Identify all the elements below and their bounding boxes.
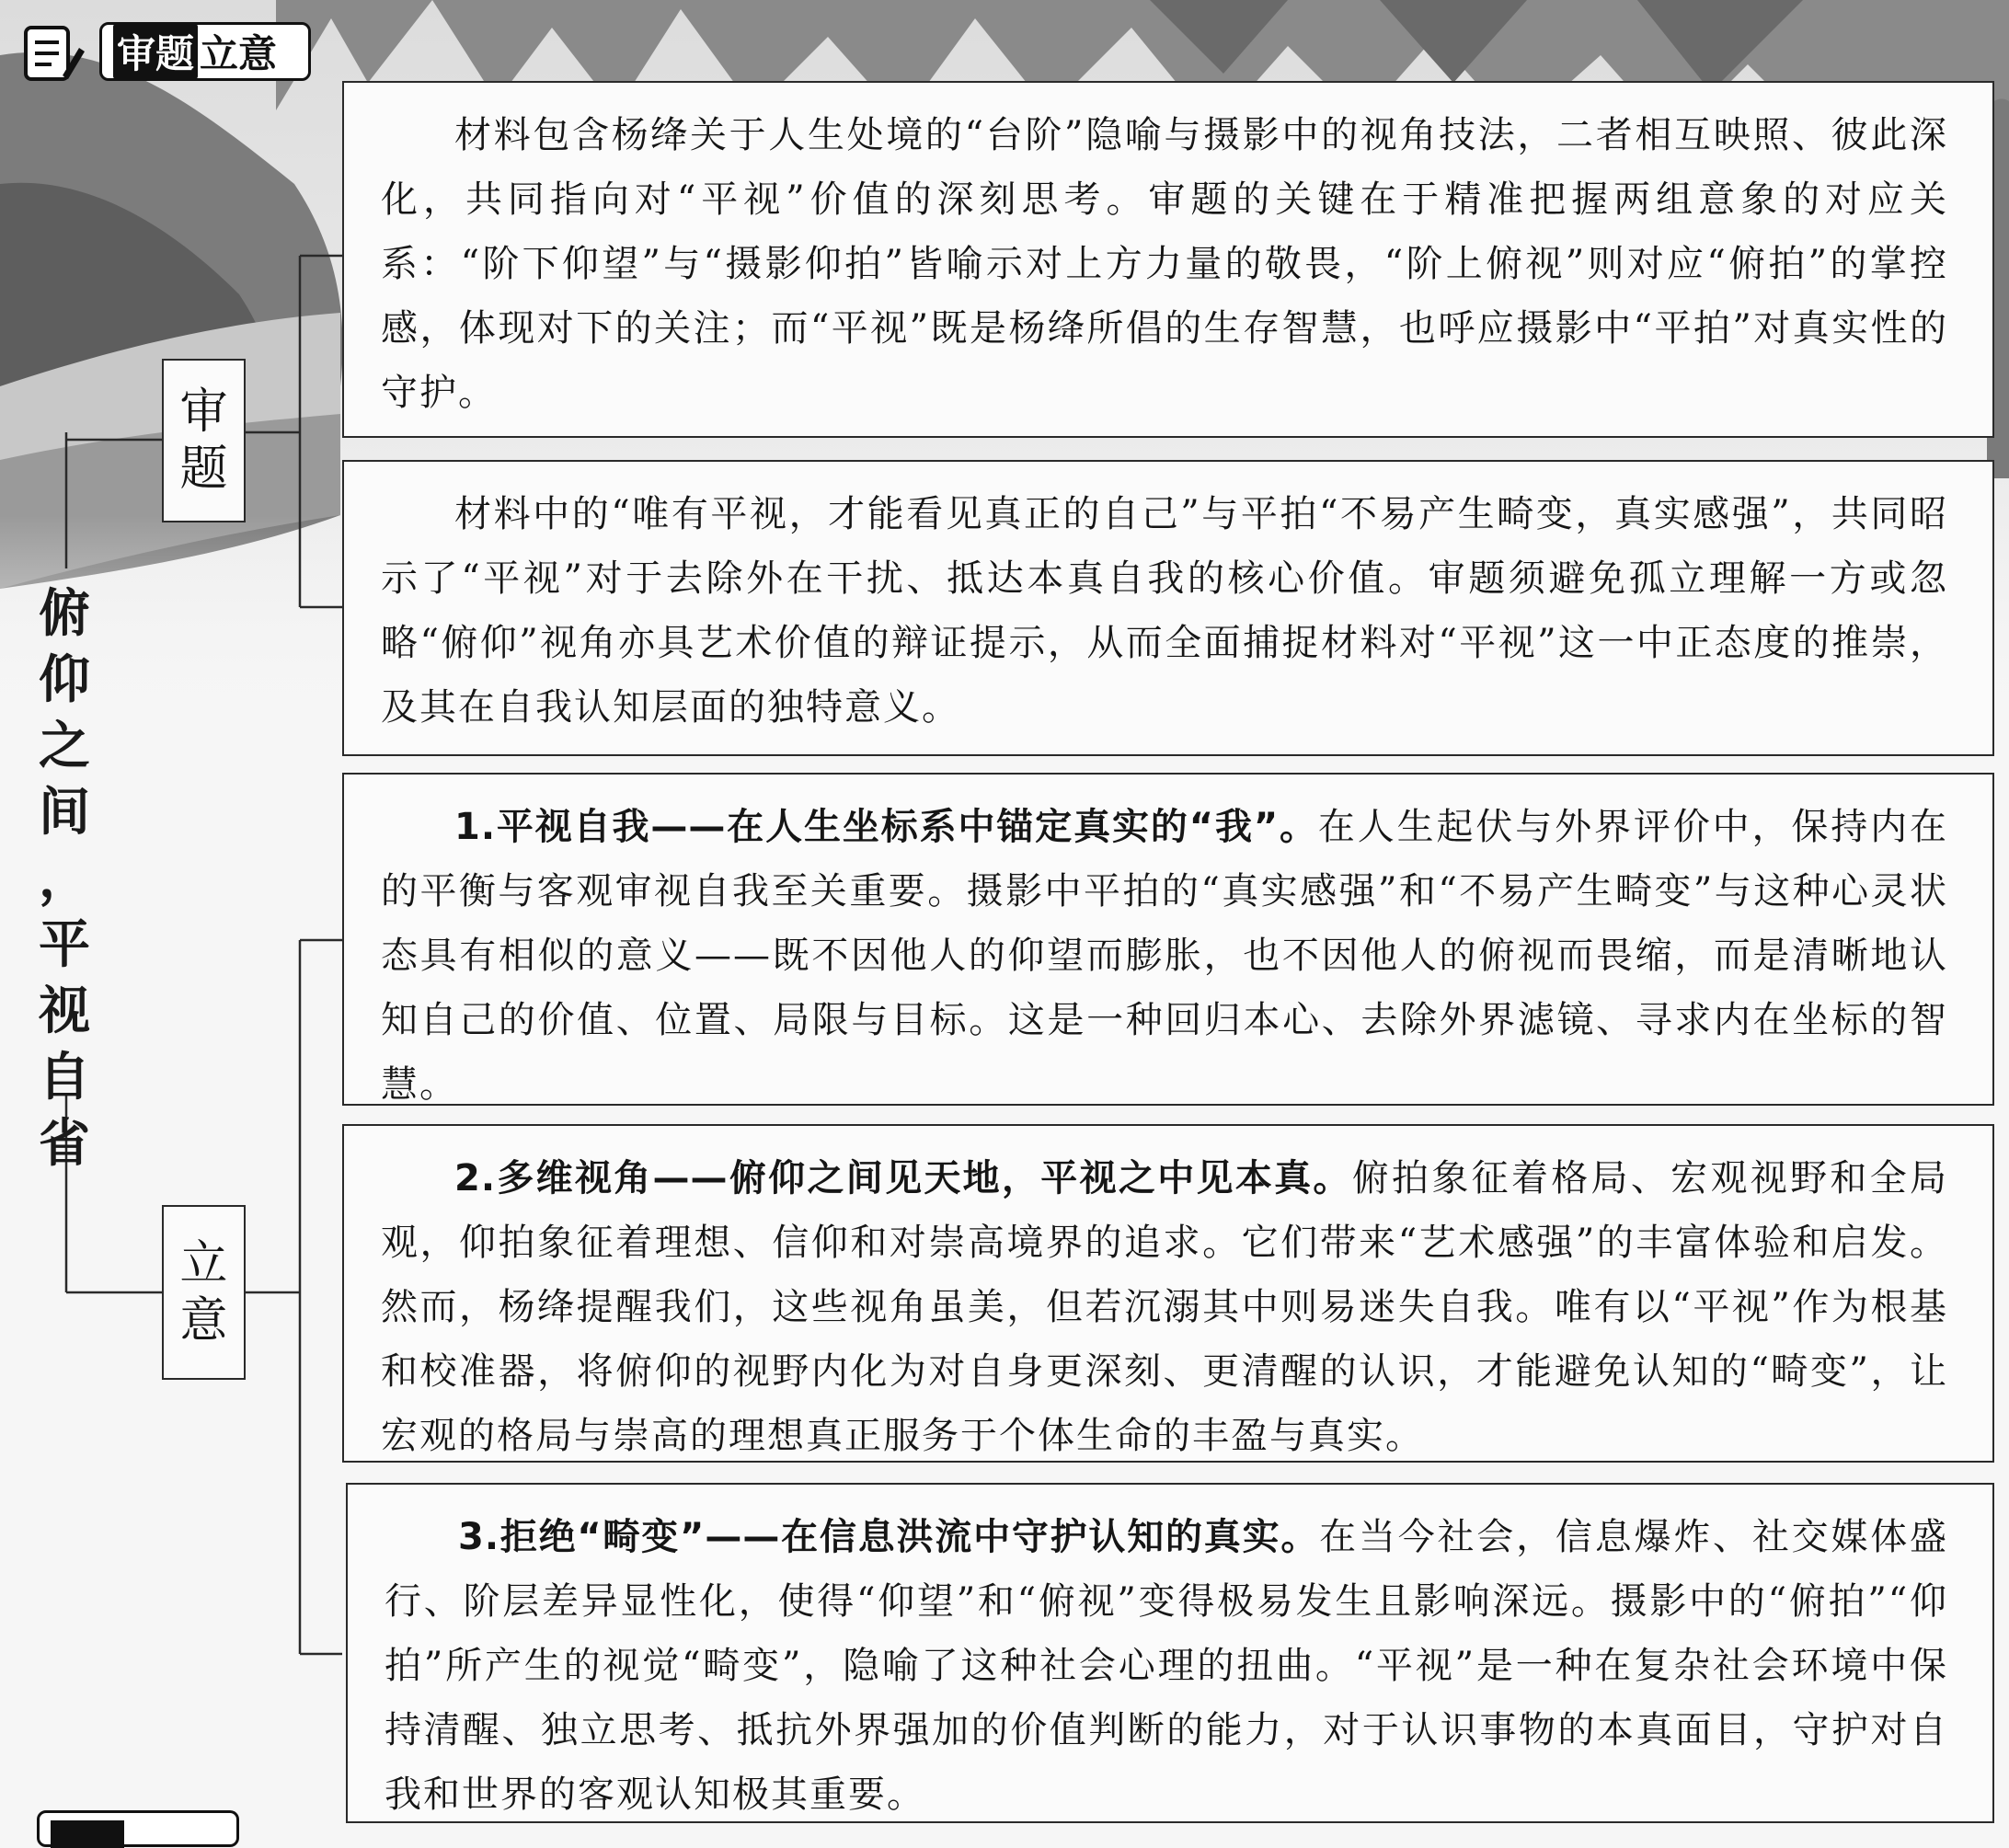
shenti-paragraph-1: 材料包含杨绛关于人生处境的“台阶”隐喻与摄影中的视角技法，二者相互映照、彼此深化，共同指向对“平视”价值的深刻思考。审题的关键在于精准把握两组意象的对应关系：“阶下仰望”与“摄影仰拍”皆喻示对上方力量的敬畏，“阶上俯视”则对应“俯拍”的掌控感，体现对下的关注；而“平视”既是杨绛所倡的生存智慧，也呼应摄影中“平拍”对真实性的守护。 bbox=[381, 114, 1948, 414]
title-char: ， bbox=[39, 849, 90, 909]
label-char: 意 bbox=[179, 1293, 228, 1349]
liyi-body-3: 在当今社会，信息爆炸、社交媒体盛行、阶层差异显性化，使得“仰望”和“俯视”变得极易发生且影响深远。摄影中的“俯拍”“仰拍”所产生的视觉“畸变”，隐喻了这种社会心理的扭曲。“平视”是一种在复杂社会环境中保持清醒、独立思考、抵抗外界强加的价值判断的能力，对于认识事物的本真面目，守护对自我和世界的客观认知极其重要。 bbox=[385, 1516, 1949, 1816]
section-tag-normal: 立意 bbox=[200, 31, 278, 76]
liyi-paragraph-3 bbox=[385, 1505, 1948, 1827]
liyi-box-2 bbox=[342, 1124, 1994, 1463]
title-char: 俯 bbox=[39, 584, 90, 644]
vertical-title bbox=[31, 581, 98, 1177]
title-char: 间 bbox=[39, 783, 90, 843]
next-section-tag bbox=[37, 1810, 239, 1847]
liyi-box-3 bbox=[346, 1483, 1994, 1823]
label-shenti bbox=[162, 359, 246, 522]
title-char: 仰 bbox=[39, 650, 90, 710]
section-tag bbox=[99, 22, 311, 81]
book-pencil-icon bbox=[22, 24, 86, 83]
label-char: 立 bbox=[179, 1236, 228, 1291]
liyi-body-2: 俯拍象征着格局、宏观视野和全局观，仰拍象征着理想、信仰和对崇高境界的追求。它们带来“艺术感强”的丰富体验和启发。然而，杨绛提醒我们，这些视角虽美，但若沉溺其中则易迷失自我。唯有以“平视”作为根基和校准器，将俯仰的视野内化为对自身更深刻、更清醒的认识，才能避免认知的“畸变”，让宏观的格局与崇高的理想真正服务于个体生命的丰盈与真实。 bbox=[381, 1157, 1948, 1457]
liyi-paragraph-1 bbox=[381, 795, 1948, 1117]
liyi-box-1 bbox=[342, 773, 1994, 1106]
shenti-paragraph-2: 材料中的“唯有平视，才能看见真正的自己”与平拍“不易产生畸变，真实感强”，共同昭示了“平视”对于去除外在干扰、抵达本真自我的核心价值。审题须避免孤立理解一方或忽略“俯仰”视角亦具艺术价值的辩证提示，从而全面捕捉材料对“平视”这一中正态度的推崇，及其在自我认知层面的独特意义。 bbox=[381, 493, 1948, 729]
liyi-body-1: 在人生起伏与外界评价中，保持内在的平衡与客观审视自我至关重要。摄影中平拍的“真实感强”和“不易产生畸变”与这种心灵状态具有相似的意义——既不因他人的仰望而膨胀，也不因他人的俯视而畏缩，而是清晰地认知自己的价值、位置、局限与目标。这是一种回归本心、去除外界滤镜、寻求内在坐标的智慧。 bbox=[381, 806, 1949, 1106]
liyi-paragraph-2 bbox=[381, 1146, 1948, 1468]
title-char: 之 bbox=[39, 717, 90, 776]
label-liyi bbox=[162, 1205, 246, 1380]
title-char: 自 bbox=[39, 1048, 90, 1108]
title-char: 平 bbox=[39, 915, 90, 975]
label-char: 审 bbox=[179, 385, 228, 440]
liyi-lead-2: 2.多维视角——俯仰之间见天地，平视之中见本真。 bbox=[454, 1157, 1352, 1199]
label-char: 题 bbox=[179, 442, 228, 497]
shenti-box-2 bbox=[342, 460, 1994, 756]
liyi-lead-3: 3.拒绝“畸变”——在信息洪流中守护认知的真实。 bbox=[458, 1516, 1320, 1558]
shenti-box-1 bbox=[342, 81, 1994, 438]
title-char: 视 bbox=[39, 981, 90, 1041]
liyi-lead-1: 1.平视自我——在人生坐标系中锚定真实的“我”。 bbox=[454, 806, 1318, 848]
title-char: 省 bbox=[39, 1114, 90, 1174]
section-tag-inverted: 审题 bbox=[113, 24, 198, 79]
